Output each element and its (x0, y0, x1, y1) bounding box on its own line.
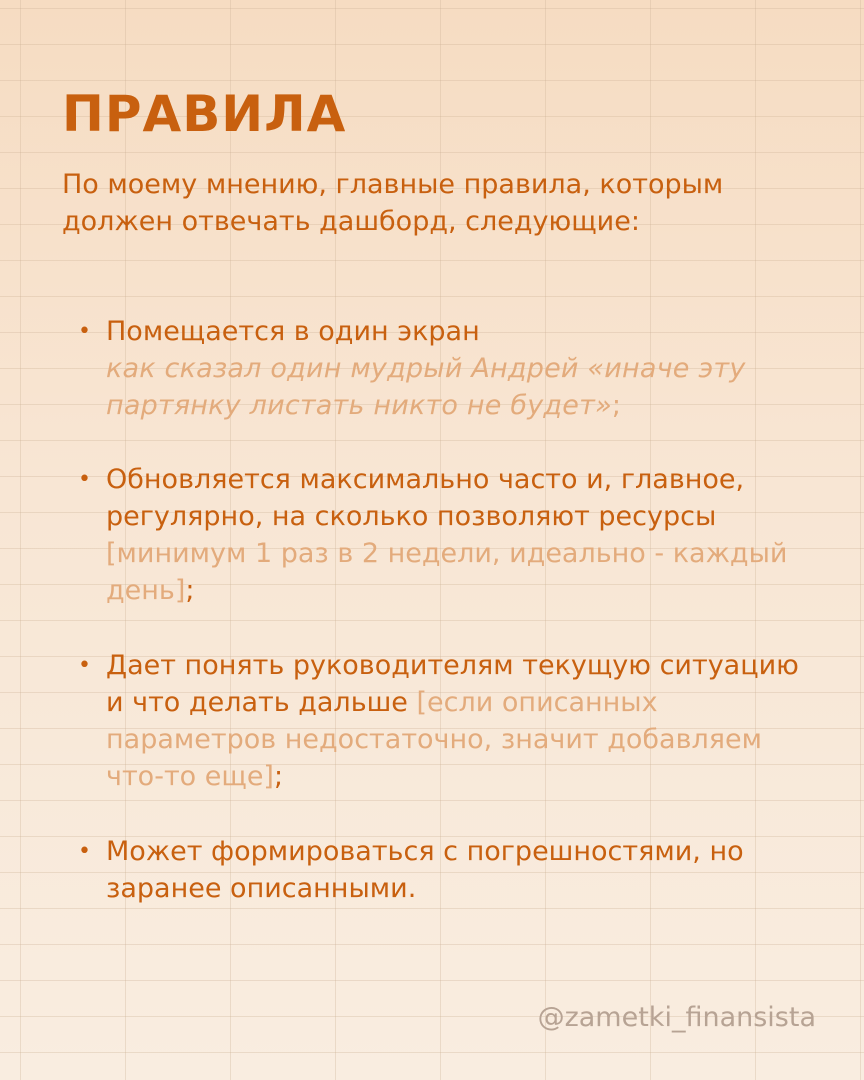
list-item (62, 647, 802, 795)
bullet-icon: • (78, 319, 91, 344)
rule-end-mark: ; (273, 761, 284, 792)
list-item (62, 461, 802, 609)
list-item (62, 833, 802, 907)
rule-main-text: Помещается в один экран (106, 316, 480, 347)
rule-main-text: Дает понять руководителям текущую ситуацию и что делать дальше (106, 650, 799, 718)
rule-aside-text (106, 350, 802, 424)
rule-aside-quote: как сказал один мудрый Андрей «иначе эту партянку листать никто не будет» (106, 353, 746, 421)
page-title: ПРАВИЛА (62, 85, 347, 143)
rule-aside-text: [минимум 1 раз в 2 недели, идеально - каждый день] (106, 538, 788, 606)
bullet-icon: • (78, 653, 91, 678)
rule-main-text: Обновляется максимально часто и, главное, регулярно, на сколько позволяют ресурсы (106, 464, 745, 532)
bullet-icon: • (78, 839, 91, 864)
rule-end-mark: ; (185, 575, 195, 606)
list-item (62, 313, 802, 424)
rule-end-mark: ; (611, 390, 622, 421)
rules-list (62, 313, 802, 907)
rule-main-text: Может формироваться с погрешностями, но заранее описанными. (106, 836, 744, 904)
rule-aside-text: [если описанных параметров недостаточно, значит добавляем что-то еще] (106, 687, 762, 792)
author-handle: @zametki_finansista (537, 1002, 816, 1033)
bullet-icon: • (78, 467, 91, 492)
intro-text: По моему мнению, главные правила, которым должен отвечать дашборд, следующие: (62, 169, 724, 237)
